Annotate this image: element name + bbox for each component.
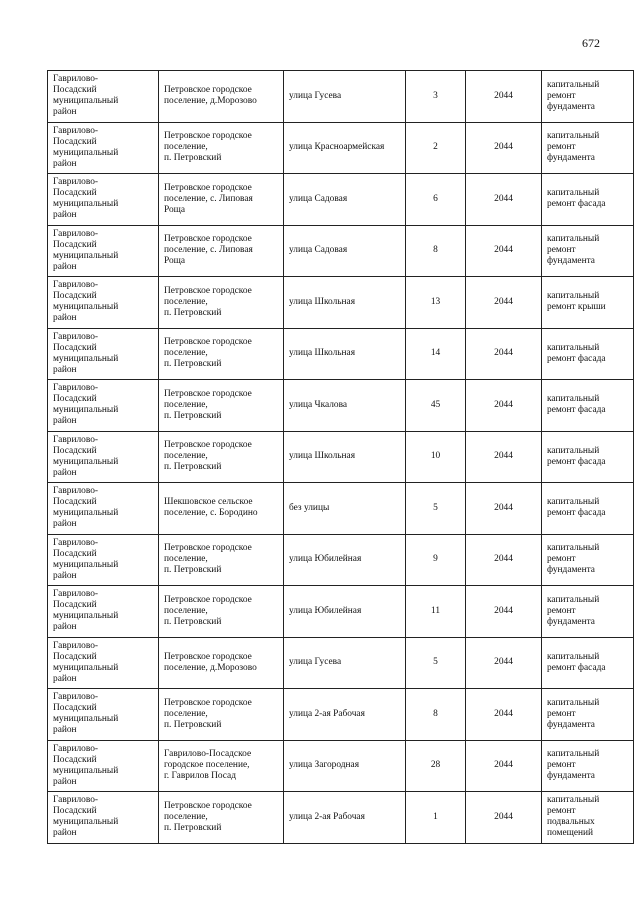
district-cell: Гаврилово- Посадский муниципальный район <box>48 380 159 432</box>
settlement-cell: Шекшовское сельское поселение, с. Бородино <box>159 483 284 535</box>
street-cell: улица Школьная <box>284 328 406 380</box>
table-row <box>48 431 634 483</box>
district-cell: Гаврилово- Посадский муниципальный район <box>48 586 159 638</box>
house-number-cell: 10 <box>406 431 466 483</box>
house-number-cell: 5 <box>406 637 466 689</box>
work-type-cell: капитальный ремонт подвальных помещений <box>542 792 634 844</box>
year-cell: 2044 <box>466 483 542 535</box>
table-body <box>48 71 634 844</box>
district-cell: Гаврилово- Посадский муниципальный район <box>48 431 159 483</box>
work-type-cell: капитальный ремонт фундамента <box>542 71 634 123</box>
work-type-cell: капитальный ремонт фундамента <box>542 740 634 792</box>
table-row <box>48 277 634 329</box>
district-cell: Гаврилово- Посадский муниципальный район <box>48 277 159 329</box>
district-cell: Гаврилово- Посадский муниципальный район <box>48 174 159 226</box>
district-cell: Гаврилово- Посадский муниципальный район <box>48 689 159 741</box>
settlement-cell: Петровское городское поселение, п. Петровский <box>159 431 284 483</box>
settlement-cell: Петровское городское поселение, д.Морозово <box>159 637 284 689</box>
settlement-cell: Петровское городское поселение, п. Петровский <box>159 534 284 586</box>
table-row <box>48 534 634 586</box>
year-cell: 2044 <box>466 174 542 226</box>
table-row <box>48 740 634 792</box>
work-type-cell: капитальный ремонт фасада <box>542 431 634 483</box>
street-cell: улица Садовая <box>284 225 406 277</box>
settlement-cell: Гаврилово-Посадское городское поселение, г. Гаврилов Посад <box>159 740 284 792</box>
work-type-cell: капитальный ремонт фундамента <box>542 534 634 586</box>
work-type-cell: капитальный ремонт фасада <box>542 328 634 380</box>
district-cell: Гаврилово- Посадский муниципальный район <box>48 637 159 689</box>
year-cell: 2044 <box>466 431 542 483</box>
settlement-cell: Петровское городское поселение, п. Петровский <box>159 792 284 844</box>
district-cell: Гаврилово- Посадский муниципальный район <box>48 225 159 277</box>
district-cell: Гаврилово- Посадский муниципальный район <box>48 792 159 844</box>
year-cell: 2044 <box>466 586 542 638</box>
page-number: 672 <box>582 36 600 50</box>
year-cell: 2044 <box>466 277 542 329</box>
work-type-cell: капитальный ремонт фундамента <box>542 122 634 174</box>
table-row <box>48 483 634 535</box>
work-type-cell: капитальный ремонт фундамента <box>542 689 634 741</box>
table-row <box>48 637 634 689</box>
table-row <box>48 792 634 844</box>
work-type-cell: капитальный ремонт фасада <box>542 637 634 689</box>
table-row <box>48 689 634 741</box>
settlement-cell: Петровское городское поселение, с. Липовая Роща <box>159 225 284 277</box>
table-row <box>48 328 634 380</box>
work-type-cell: капитальный ремонт фасада <box>542 380 634 432</box>
street-cell: улица Красноармейская <box>284 122 406 174</box>
settlement-cell: Петровское городское поселение, с. Липовая Роща <box>159 174 284 226</box>
street-cell: улица Садовая <box>284 174 406 226</box>
street-cell: улица 2-ая Рабочая <box>284 689 406 741</box>
year-cell: 2044 <box>466 689 542 741</box>
settlement-cell: Петровское городское поселение, п. Петровский <box>159 380 284 432</box>
settlement-cell: Петровское городское поселение, п. Петровский <box>159 277 284 329</box>
house-number-cell: 9 <box>406 534 466 586</box>
house-number-cell: 8 <box>406 225 466 277</box>
street-cell: улица Школьная <box>284 277 406 329</box>
district-cell: Гаврилово- Посадский муниципальный район <box>48 71 159 123</box>
street-cell: улица Юбилейная <box>284 534 406 586</box>
work-type-cell: капитальный ремонт фундамента <box>542 586 634 638</box>
table-row <box>48 380 634 432</box>
district-cell: Гаврилово- Посадский муниципальный район <box>48 740 159 792</box>
street-cell: без улицы <box>284 483 406 535</box>
year-cell: 2044 <box>466 792 542 844</box>
street-cell: улица Чкалова <box>284 380 406 432</box>
table-row <box>48 71 634 123</box>
street-cell: улица Загородная <box>284 740 406 792</box>
work-type-cell: капитальный ремонт фасада <box>542 174 634 226</box>
table-row <box>48 174 634 226</box>
district-cell: Гаврилово- Посадский муниципальный район <box>48 534 159 586</box>
year-cell: 2044 <box>466 328 542 380</box>
year-cell: 2044 <box>466 534 542 586</box>
year-cell: 2044 <box>466 122 542 174</box>
house-number-cell: 5 <box>406 483 466 535</box>
house-number-cell: 3 <box>406 71 466 123</box>
settlement-cell: Петровское городское поселение, п. Петровский <box>159 328 284 380</box>
house-number-cell: 45 <box>406 380 466 432</box>
district-cell: Гаврилово- Посадский муниципальный район <box>48 328 159 380</box>
year-cell: 2044 <box>466 637 542 689</box>
table-row <box>48 586 634 638</box>
year-cell: 2044 <box>466 225 542 277</box>
street-cell: улица Гусева <box>284 637 406 689</box>
street-cell: улица Школьная <box>284 431 406 483</box>
house-number-cell: 2 <box>406 122 466 174</box>
district-cell: Гаврилово- Посадский муниципальный район <box>48 483 159 535</box>
year-cell: 2044 <box>466 380 542 432</box>
year-cell: 2044 <box>466 71 542 123</box>
house-number-cell: 8 <box>406 689 466 741</box>
district-cell: Гаврилово- Посадский муниципальный район <box>48 122 159 174</box>
house-number-cell: 1 <box>406 792 466 844</box>
street-cell: улица Гусева <box>284 71 406 123</box>
settlement-cell: Петровское городское поселение, п. Петровский <box>159 689 284 741</box>
house-number-cell: 14 <box>406 328 466 380</box>
street-cell: улица Юбилейная <box>284 586 406 638</box>
settlement-cell: Петровское городское поселение, п. Петровский <box>159 122 284 174</box>
house-number-cell: 6 <box>406 174 466 226</box>
year-cell: 2044 <box>466 740 542 792</box>
settlement-cell: Петровское городское поселение, п. Петровский <box>159 586 284 638</box>
house-number-cell: 28 <box>406 740 466 792</box>
street-cell: улица 2-ая Рабочая <box>284 792 406 844</box>
work-type-cell: капитальный ремонт крыши <box>542 277 634 329</box>
table-row <box>48 225 634 277</box>
table-row <box>48 122 634 174</box>
settlement-cell: Петровское городское поселение, д.Морозово <box>159 71 284 123</box>
work-type-cell: капитальный ремонт фундамента <box>542 225 634 277</box>
house-number-cell: 11 <box>406 586 466 638</box>
house-number-cell: 13 <box>406 277 466 329</box>
housing-repair-table <box>47 70 634 844</box>
work-type-cell: капитальный ремонт фасада <box>542 483 634 535</box>
